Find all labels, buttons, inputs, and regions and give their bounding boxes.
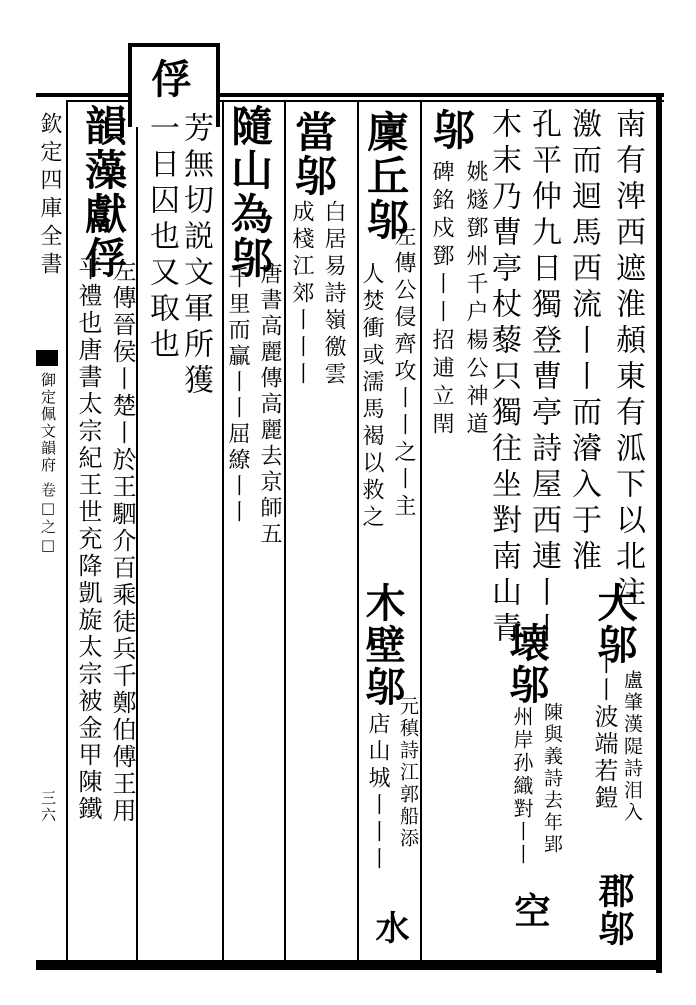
- annotation: 碑銘戍鄧丨丨招逋立閈: [429, 160, 454, 440]
- entry-heading: 郡邬: [593, 872, 635, 948]
- frame-left-inner: [66, 100, 68, 960]
- frame-bottom: [36, 960, 662, 970]
- entry-heading: 木壁邬: [359, 582, 406, 708]
- frame-right: [656, 93, 662, 973]
- annotation: 人焚衝或濡馬褐以救之: [359, 262, 384, 532]
- tab-character: 俘: [145, 58, 192, 98]
- annotation: 千里而贏丨丨屈繚丨丨: [225, 266, 250, 526]
- annotation: 州岸孙織對丨丨: [510, 706, 534, 867]
- book-title: 欽定四庫全書: [37, 112, 62, 280]
- entry-heading: 韻藻獻俘: [79, 104, 128, 280]
- annotation: 平禮也唐書太宗紀王世充降凱旋太宗被金甲陳鐵: [74, 256, 102, 823]
- annotation: 左傳公侵齊攻丨丨之丨主: [391, 224, 416, 521]
- entry-heading: 空: [509, 892, 551, 930]
- entry-heading: 廩丘邬: [361, 110, 410, 242]
- page-number: 三六: [39, 790, 57, 824]
- annotation: 盧肇漢隄詩泪入: [621, 670, 643, 824]
- text-column: 一日囚也又取也: [144, 112, 179, 364]
- entry-heading: 隨山為邬: [225, 104, 274, 280]
- entry-heading: 邬: [427, 108, 476, 152]
- annotation: 姚燧鄧州千户楊公神道: [463, 160, 488, 440]
- frame-top-right: [210, 93, 664, 97]
- column-rule: [136, 100, 138, 960]
- margin-seal: [36, 350, 58, 366]
- annotation: 左傳晉侯丨楚丨於王駟介百乘徒兵千鄭伯傅王用: [108, 258, 136, 825]
- frame-top-left: [36, 93, 132, 97]
- text-column: 孔平仲九日獨登曹亭詩屋西連丨丨: [526, 108, 561, 648]
- annotation: 元稹詩江郭船添: [397, 696, 419, 850]
- volume-label: 卷□之□: [39, 482, 57, 556]
- entry-heading: 當邬: [289, 110, 338, 198]
- text-column: 木末乃曹亭杖藜只獨往坐對南山青: [486, 108, 521, 648]
- entry-heading: 大邬: [591, 582, 638, 666]
- text-column: 激而迴馬西流丨丨而濬入于淮: [566, 108, 601, 576]
- annotation: 陳與義詩去年郢: [541, 702, 563, 856]
- column-rule: [284, 100, 286, 960]
- annotation: 店山城丨丨丨: [365, 712, 390, 874]
- annotation: 唐書高麗傳高麗去京師五: [257, 262, 282, 548]
- column-rule: [420, 100, 422, 960]
- text-column: 芳無切説文軍所獲: [178, 112, 213, 400]
- annotation: 白居易詩嶺徼雲: [321, 200, 346, 389]
- entry-heading: 壊邬: [503, 622, 550, 706]
- work-title: 御定佩文韻府: [39, 372, 57, 474]
- annotation: 丨丨波端若鎧: [590, 650, 618, 812]
- annotation: 成棧江郊丨丨丨: [289, 200, 314, 389]
- text-column: 南有渒西遮淮頳東有泒下以北注: [610, 108, 645, 612]
- entry-heading: 水: [369, 910, 409, 946]
- column-rule: [222, 100, 224, 960]
